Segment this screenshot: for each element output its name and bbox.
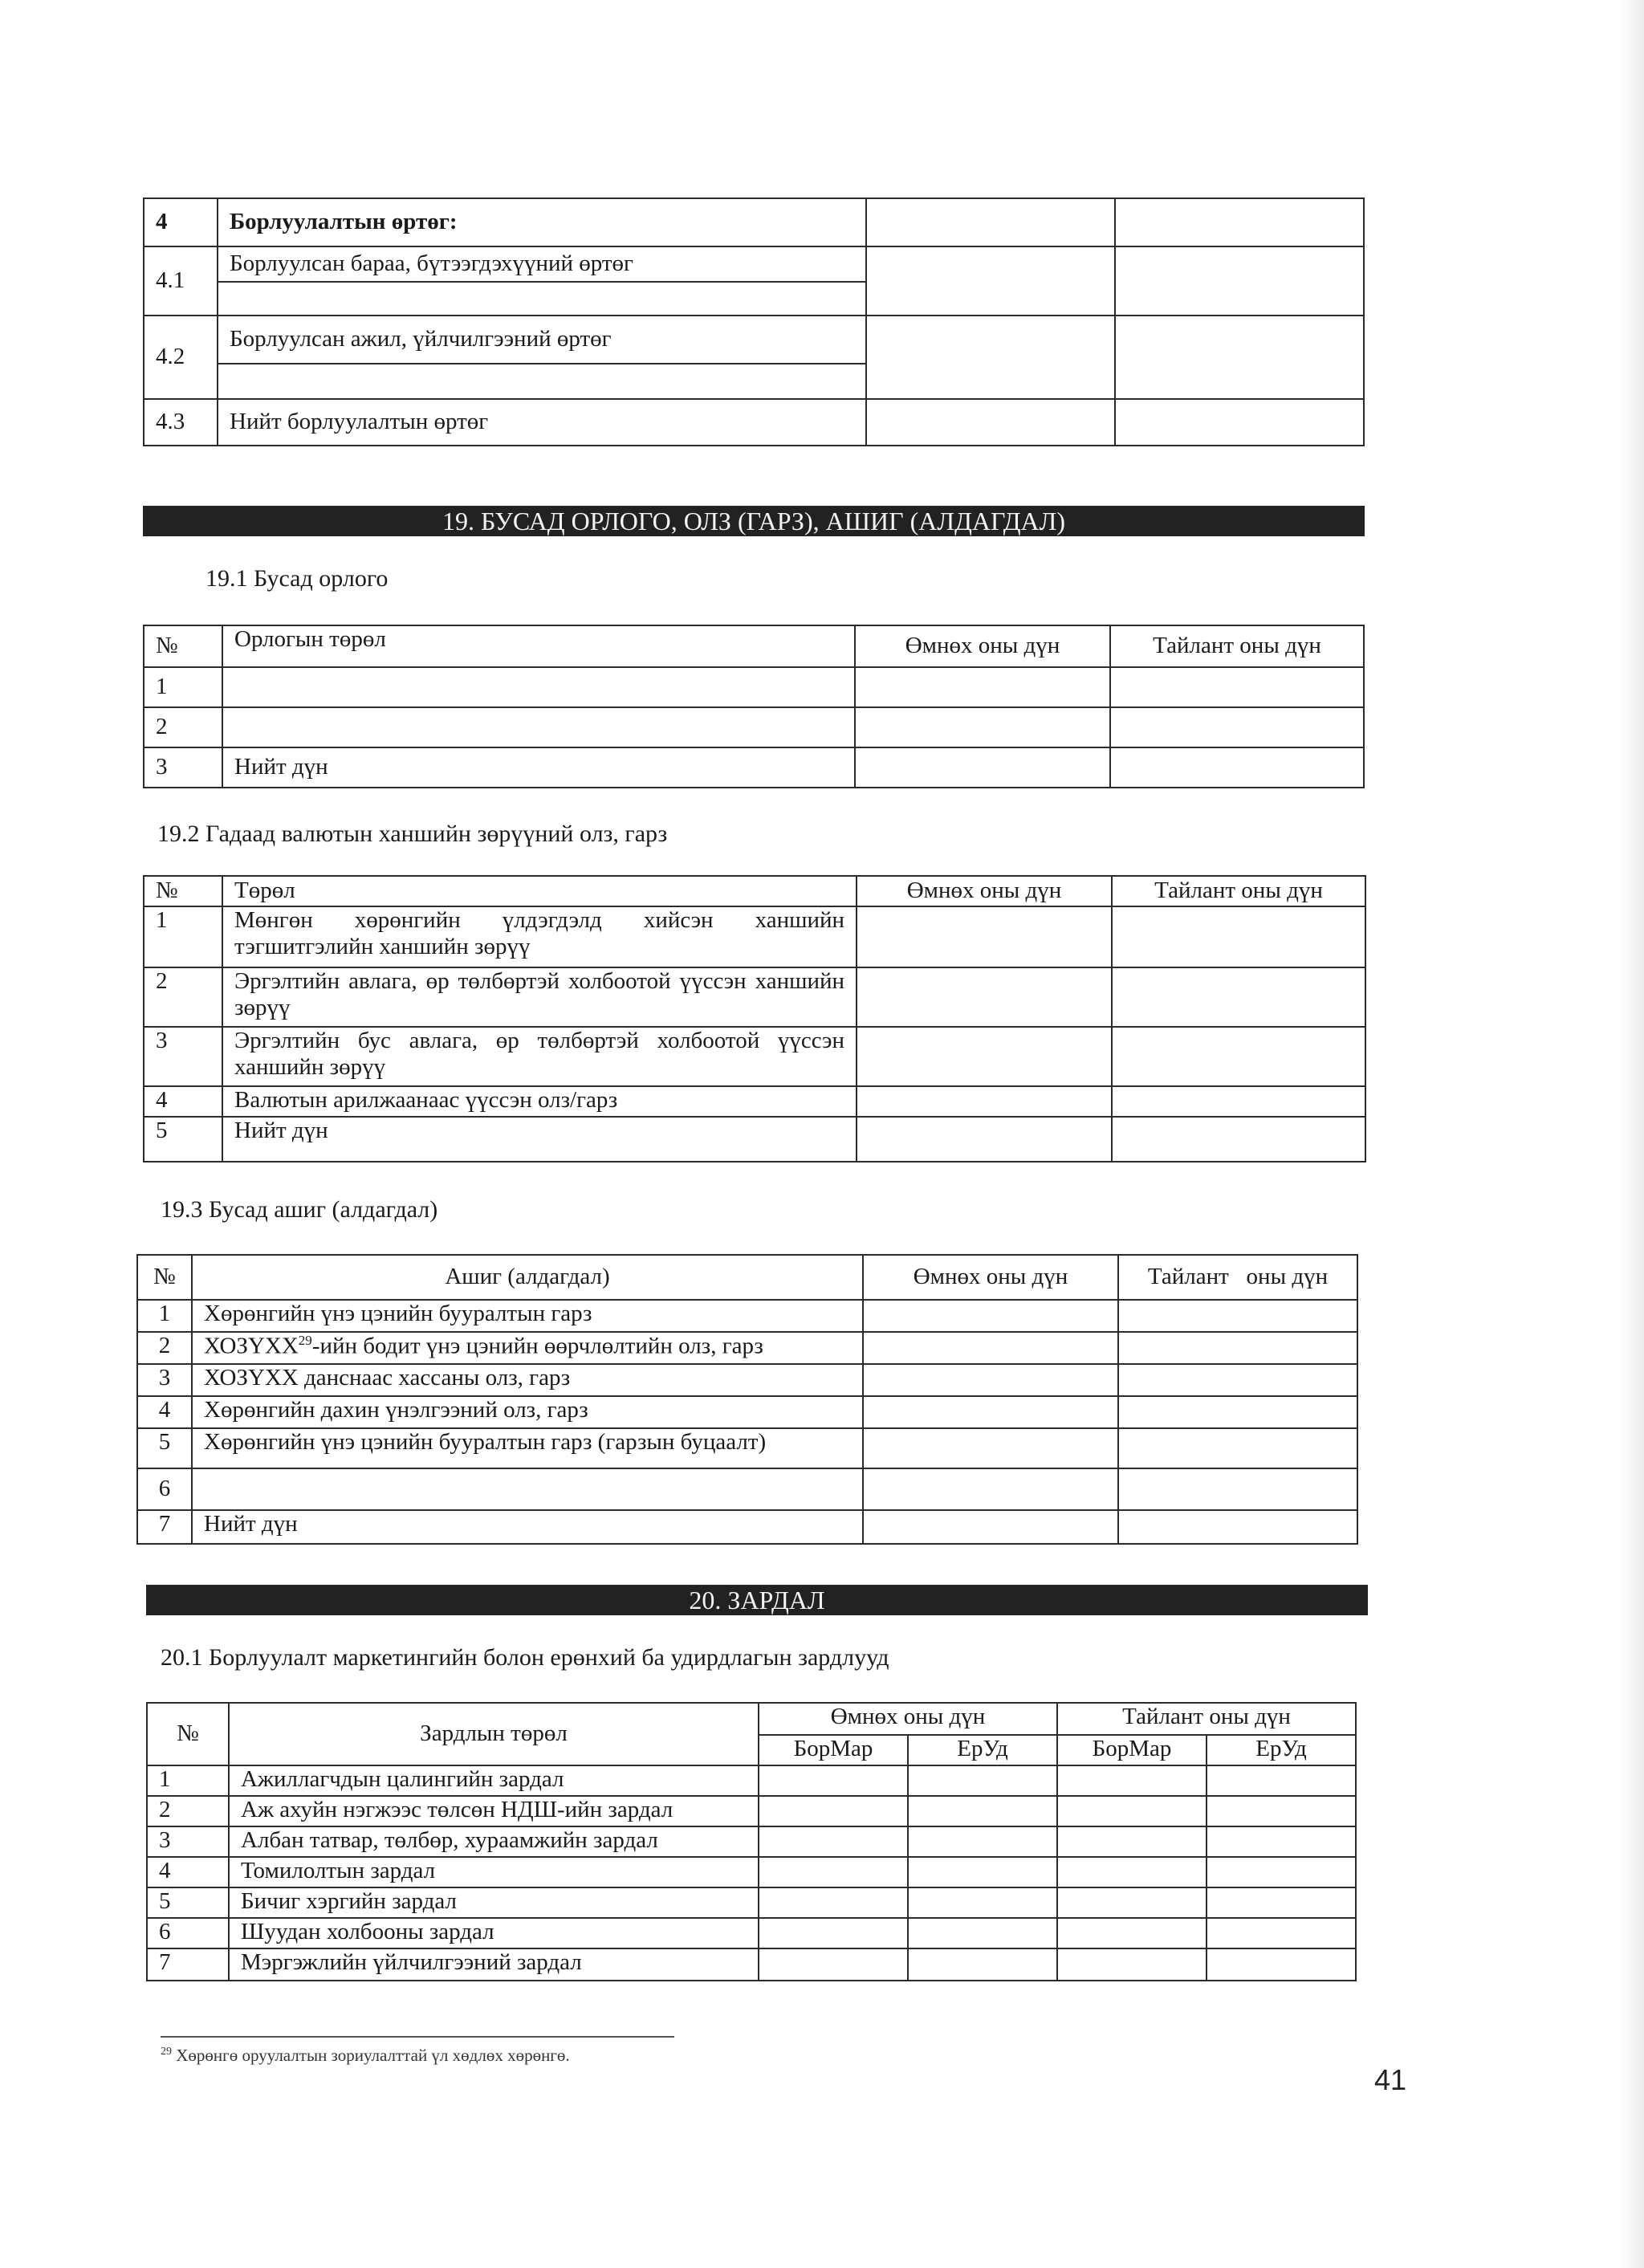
value-cell — [863, 1364, 1118, 1396]
row-label: Хөрөнгийн үнэ цэнийн бууралтын гарз (гарзын буцаалт) — [192, 1428, 863, 1468]
sales-cost-table — [143, 197, 1365, 446]
label-text: -ийн бодит үнэ цэнийн өөрчлөлтийн олз, гарз — [311, 1333, 763, 1359]
column-header: Ашиг (алдагдал) — [192, 1255, 863, 1300]
row-number: 7 — [137, 1510, 192, 1544]
row-number: 4.2 — [144, 316, 218, 399]
value-cell — [908, 1918, 1057, 1948]
row-number: 5 — [144, 1117, 222, 1162]
table-row — [137, 1428, 1357, 1468]
column-header: Өмнөх оны дүн — [855, 625, 1110, 667]
value-cell — [908, 1948, 1057, 1981]
row-number: 4 — [144, 198, 218, 246]
row-number: 3 — [137, 1364, 192, 1396]
column-header: Өмнөх оны дүн — [759, 1703, 1057, 1735]
value-cell — [1112, 967, 1365, 1027]
value-cell — [855, 667, 1110, 707]
row-label: Нийт борлуулалтын өртөг — [218, 399, 866, 446]
column-header: № — [144, 876, 222, 906]
value-cell — [1207, 1948, 1356, 1981]
table-row — [137, 1396, 1357, 1428]
empty-cell — [218, 364, 866, 399]
value-cell — [855, 707, 1110, 747]
value-cell — [863, 1332, 1118, 1364]
other-gain-loss-table — [136, 1254, 1358, 1545]
value-cell — [908, 1857, 1057, 1887]
value-cell — [857, 906, 1112, 967]
value-cell — [1110, 667, 1364, 707]
expenses-table — [146, 1702, 1357, 1981]
row-label: Эргэлтийн авлага, өр төлбөртэй холбоотой үүссэн ханшийн зөрүү — [222, 967, 857, 1027]
label-text: ХОЗҮХХ — [204, 1333, 299, 1359]
value-cell — [1118, 1468, 1357, 1510]
footnote-marker: 29 — [298, 1333, 312, 1348]
subsection-19-1-heading: 19.1 Бусад орлого — [206, 565, 389, 592]
value-cell — [1118, 1300, 1357, 1332]
row-label: Эргэлтийн бус авлага, өр төлбөртэй холбоотой үүссэн ханшийн зөрүү — [222, 1027, 857, 1086]
fx-difference-table — [143, 875, 1366, 1163]
value-cell — [1057, 1887, 1207, 1918]
row-number: 1 — [137, 1300, 192, 1332]
row-label: Ажиллагчдын цалингийн зардал — [229, 1765, 759, 1796]
table-header-row — [137, 1255, 1357, 1300]
table-row — [147, 1796, 1356, 1826]
row-number: 2 — [144, 967, 222, 1027]
value-cell — [1207, 1826, 1356, 1857]
value-cell — [1057, 1765, 1207, 1796]
column-header: Тайлант оны дүн — [1118, 1255, 1357, 1300]
table-row — [147, 1918, 1356, 1948]
value-cell — [1118, 1364, 1357, 1396]
column-subheader: ЕрУд — [1207, 1735, 1356, 1765]
value-cell — [863, 1300, 1118, 1332]
row-label — [192, 1332, 863, 1364]
row-number: 6 — [137, 1468, 192, 1510]
row-number: 2 — [147, 1796, 229, 1826]
footnote-text: Хөрөнгө оруулалтын зориулалттай үл хөдлөх хөрөнгө. — [176, 2046, 570, 2065]
column-header: Өмнөх оны дүн — [863, 1255, 1118, 1300]
row-label: Хөрөнгийн үнэ цэнийн бууралтын гарз — [192, 1300, 863, 1332]
table-row — [147, 1826, 1356, 1857]
section-20-title: 20. ЗАРДАЛ — [146, 1585, 1368, 1615]
row-number: 1 — [147, 1765, 229, 1796]
value-cell — [1112, 906, 1365, 967]
value-cell — [1118, 1396, 1357, 1428]
value-cell — [1207, 1918, 1356, 1948]
table-header-row — [147, 1703, 1356, 1735]
row-number: 3 — [144, 747, 222, 788]
column-header: Тайлант оны дүн — [1110, 625, 1364, 667]
row-label — [222, 667, 855, 707]
value-cell — [1118, 1428, 1357, 1468]
row-label: Мэргэжлийн үйлчилгээний зардал — [229, 1948, 759, 1981]
value-cell — [1057, 1918, 1207, 1948]
row-number: 4.1 — [144, 246, 218, 316]
row-number: 4 — [147, 1857, 229, 1887]
value-cell — [759, 1887, 908, 1918]
value-cell — [1057, 1857, 1207, 1887]
subsection-19-3-heading: 19.3 Бусад ашиг (алдагдал) — [161, 1196, 438, 1223]
table-row — [144, 1086, 1365, 1117]
row-label: Аж ахуйн нэгжээс төлсөн НДШ-ийн зардал — [229, 1796, 759, 1826]
value-cell — [1110, 707, 1364, 747]
table-row — [144, 316, 1364, 364]
table-row — [144, 1117, 1365, 1162]
table-row — [137, 1332, 1357, 1364]
value-cell — [908, 1887, 1057, 1918]
value-cell — [908, 1826, 1057, 1857]
table-header-row — [144, 625, 1364, 667]
value-cell — [863, 1468, 1118, 1510]
value-cell — [866, 399, 1115, 446]
value-cell — [1057, 1948, 1207, 1981]
row-label: Нийт дүн — [222, 1117, 857, 1162]
page-edge-shadow — [1620, 0, 1644, 2268]
row-number: 2 — [144, 707, 222, 747]
row-label: Бичиг хэргийн зардал — [229, 1887, 759, 1918]
table-row — [144, 399, 1364, 446]
value-cell — [759, 1857, 908, 1887]
row-number: 4 — [144, 1086, 222, 1117]
column-header: № — [137, 1255, 192, 1300]
row-label: Хөрөнгийн дахин үнэлгээний олз, гарз — [192, 1396, 863, 1428]
row-label: Борлуулсан бараа, бүтээгдэхүүний өртөг — [218, 246, 866, 282]
value-cell — [1207, 1857, 1356, 1887]
value-cell — [759, 1765, 908, 1796]
value-cell — [866, 316, 1115, 399]
value-cell — [863, 1396, 1118, 1428]
column-header: Өмнөх оны дүн — [857, 876, 1112, 906]
value-cell — [908, 1796, 1057, 1826]
value-cell — [1115, 246, 1364, 316]
row-number: 2 — [137, 1332, 192, 1364]
row-label: Нийт дүн — [222, 747, 855, 788]
table-row — [144, 906, 1365, 967]
value-cell — [1057, 1796, 1207, 1826]
value-cell — [855, 747, 1110, 788]
row-label: Шуудан холбооны зардал — [229, 1918, 759, 1948]
table-row — [144, 246, 1364, 282]
value-cell — [1112, 1086, 1365, 1117]
value-cell — [1112, 1117, 1365, 1162]
value-cell — [863, 1510, 1118, 1544]
page-number: 41 — [1374, 2063, 1407, 2096]
row-label: Албан татвар, төлбөр, хураамжийн зардал — [229, 1826, 759, 1857]
table-row — [137, 1510, 1357, 1544]
row-label: Борлуулсан ажил, үйлчилгээний өртөг — [218, 316, 866, 364]
empty-cell — [218, 282, 866, 316]
column-header: Зардлын төрөл — [229, 1703, 759, 1765]
table-row — [144, 667, 1364, 707]
table-row — [144, 198, 1364, 246]
subsection-19-2-heading: 19.2 Гадаад валютын ханшийн зөрүүний олз, гарз — [157, 820, 668, 847]
value-cell — [1207, 1796, 1356, 1826]
value-cell — [857, 967, 1112, 1027]
value-cell — [1118, 1332, 1357, 1364]
value-cell — [759, 1796, 908, 1826]
table-row — [144, 747, 1364, 788]
column-subheader: БорМар — [759, 1735, 908, 1765]
value-cell — [1115, 399, 1364, 446]
value-cell — [857, 1027, 1112, 1086]
row-label: Нийт дүн — [192, 1510, 863, 1544]
value-cell — [908, 1765, 1057, 1796]
row-number: 4.3 — [144, 399, 218, 446]
footnote — [161, 2046, 570, 2066]
footnote-divider — [161, 2036, 674, 2038]
column-header: Төрөл — [222, 876, 857, 906]
row-label: Борлуулалтын өртөг: — [218, 198, 866, 246]
row-number: 4 — [137, 1396, 192, 1428]
column-header: № — [144, 625, 222, 667]
value-cell — [759, 1826, 908, 1857]
column-subheader: ЕрУд — [908, 1735, 1057, 1765]
value-cell — [1110, 747, 1364, 788]
footnote-number: 29 — [161, 2046, 172, 2058]
value-cell — [857, 1086, 1112, 1117]
table-row — [144, 1027, 1365, 1086]
value-cell — [863, 1428, 1118, 1468]
value-cell — [759, 1918, 908, 1948]
table-row — [147, 1887, 1356, 1918]
table-row — [137, 1300, 1357, 1332]
value-cell — [857, 1117, 1112, 1162]
value-cell — [1207, 1887, 1356, 1918]
value-cell — [1207, 1765, 1356, 1796]
value-cell — [759, 1948, 908, 1981]
value-cell — [1118, 1510, 1357, 1544]
section-19-title: 19. БУСАД ОРЛОГО, ОЛЗ (ГАРЗ), АШИГ (АЛДАГДАЛ) — [143, 506, 1365, 536]
row-number: 1 — [144, 667, 222, 707]
value-cell — [1115, 316, 1364, 399]
row-label: Томилолтын зардал — [229, 1857, 759, 1887]
column-header: Тайлант оны дүн — [1112, 876, 1365, 906]
row-number: 3 — [144, 1027, 222, 1086]
row-number: 5 — [137, 1428, 192, 1468]
column-header: № — [147, 1703, 229, 1765]
table-header-row — [144, 876, 1365, 906]
table-row — [144, 707, 1364, 747]
subsection-20-1-heading: 20.1 Борлуулалт маркетингийн болон ерөнхий ба удирдлагын зардлууд — [161, 1644, 889, 1671]
row-label: Мөнгөн хөрөнгийн үлдэгдэлд хийсэн ханшийн тэгшитгэлийн ханшийн зөрүү — [222, 906, 857, 967]
column-subheader: БорМар — [1057, 1735, 1207, 1765]
row-label: ХОЗҮХХ данснаас хассаны олз, гарз — [192, 1364, 863, 1396]
table-row — [144, 967, 1365, 1027]
table-row — [147, 1857, 1356, 1887]
value-cell — [866, 198, 1115, 246]
table-row — [137, 1364, 1357, 1396]
value-cell — [1057, 1826, 1207, 1857]
table-row — [137, 1468, 1357, 1510]
row-number: 6 — [147, 1918, 229, 1948]
row-number: 5 — [147, 1887, 229, 1918]
row-number: 1 — [144, 906, 222, 967]
row-number: 3 — [147, 1826, 229, 1857]
table-row — [147, 1948, 1356, 1981]
row-label — [192, 1468, 863, 1510]
column-header: Орлогын төрөл — [222, 625, 855, 667]
row-label — [222, 707, 855, 747]
value-cell — [1115, 198, 1364, 246]
value-cell — [1112, 1027, 1365, 1086]
column-header: Тайлант оны дүн — [1057, 1703, 1356, 1735]
table-row — [147, 1765, 1356, 1796]
row-label: Валютын арилжаанаас үүссэн олз/гарз — [222, 1086, 857, 1117]
value-cell — [866, 246, 1115, 316]
row-number: 7 — [147, 1948, 229, 1981]
other-income-table — [143, 625, 1365, 788]
